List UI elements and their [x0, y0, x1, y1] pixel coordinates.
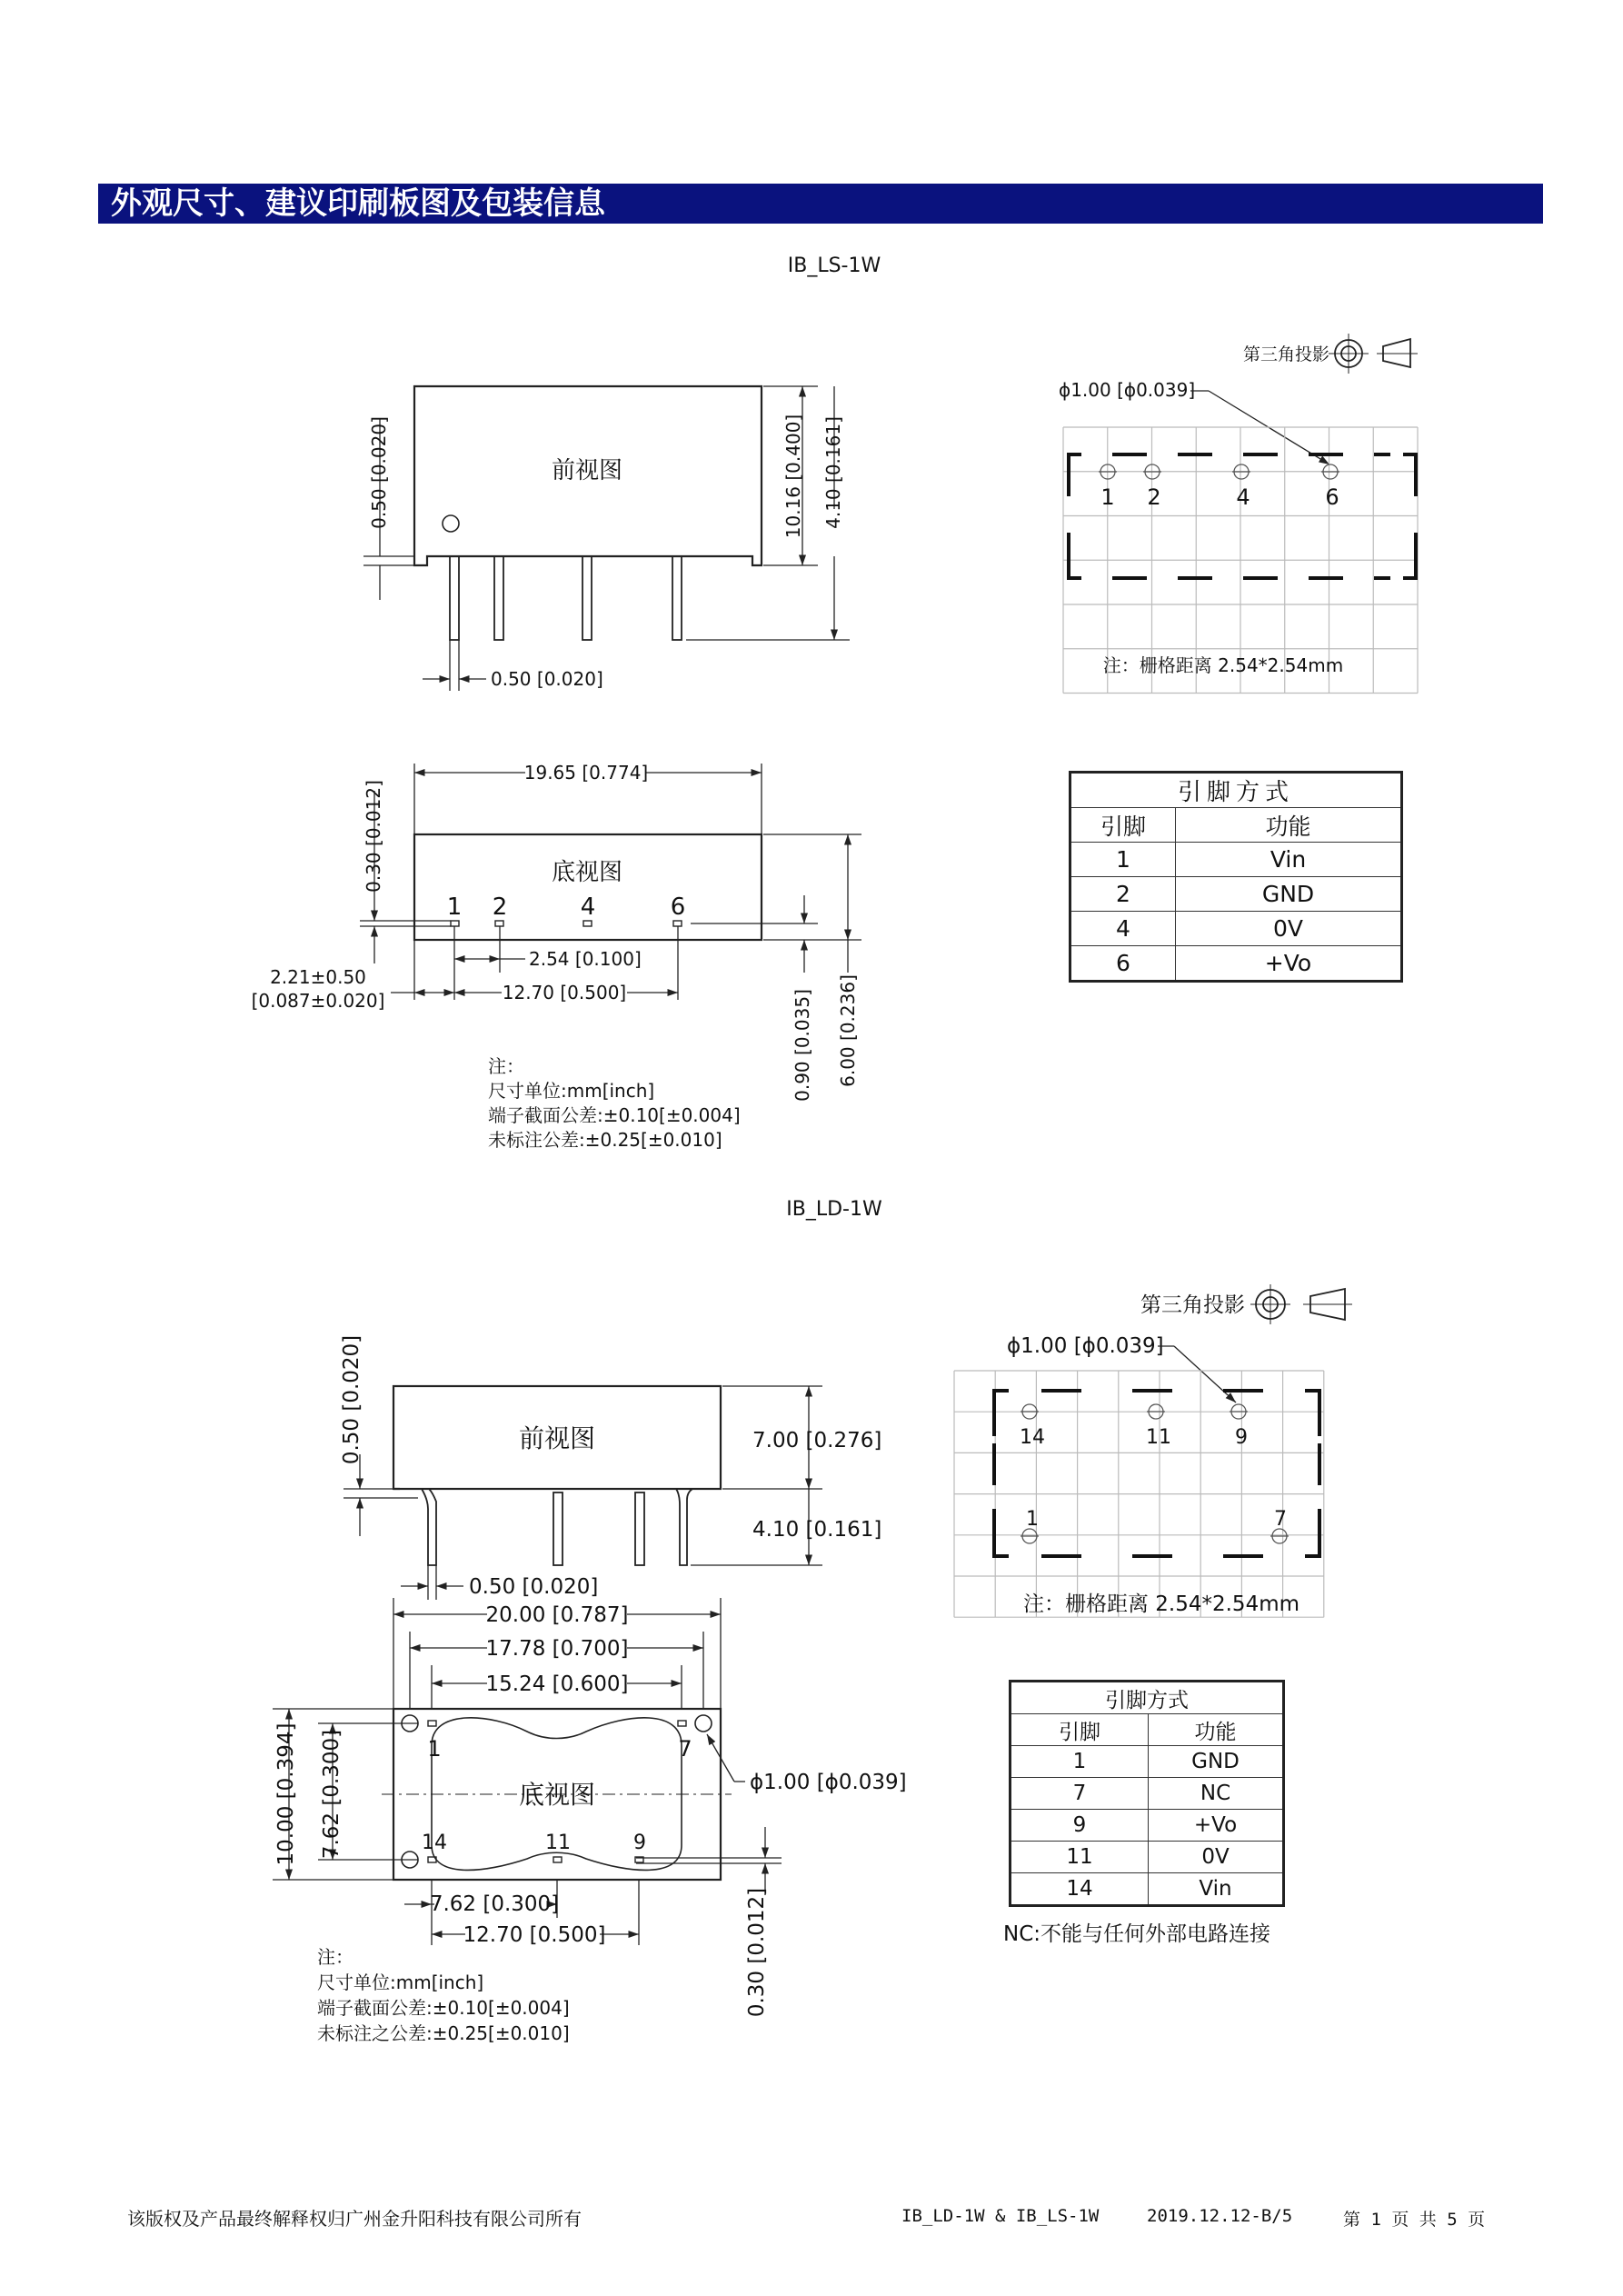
table-row [1070, 877, 1402, 912]
ld-dim-height: 7.00 [0.276] [752, 1429, 882, 1452]
table-cell: 0V [1176, 912, 1402, 946]
footer-page: 第 1 页 共 5 页 [1343, 2210, 1486, 2230]
ls-pin-table [1069, 771, 1403, 983]
ls-pcb-pin-1: 1 [1100, 484, 1115, 510]
ls-grid-note: 注：栅格距离 2.54*2.54mm [1102, 654, 1344, 676]
ld-dim-pin-length: 4.10 [0.161] [752, 1518, 882, 1542]
ld-front-view [393, 1386, 721, 1565]
ls-dim-pin-thickness: 0.30 [0.012] [363, 780, 384, 893]
ls-bottom-pin-2: 2 [492, 893, 508, 921]
ls-dim-length: 19.65 [0.774] [523, 762, 649, 784]
table-cell: 1 [1070, 843, 1176, 877]
ld-dim-row-pitch: 7.62 [0.300] [320, 1729, 344, 1860]
table-cell: 2 [1070, 877, 1176, 912]
ld-dim-pin-thickness: 0.30 [0.012] [745, 1887, 769, 2018]
table-cell: 14 [1011, 1873, 1149, 1906]
table-cell: 7 [1011, 1778, 1149, 1810]
ld-front-dims [344, 1386, 822, 1600]
ls-front-dims [363, 386, 850, 691]
ls-note-3: 未标注公差:±0.25[±0.010] [488, 1129, 722, 1151]
ld-dim-width: 10.00 [0.394] [274, 1722, 298, 1866]
ls-pcb-grid [1063, 427, 1418, 694]
table-cell: 0V [1149, 1842, 1284, 1873]
ls-dim-span: 12.70 [0.500] [502, 982, 627, 1003]
ls-bottom-view-label: 底视图 [551, 859, 623, 886]
ld-note-1: 尺寸单位:mm[inch] [317, 1972, 484, 1993]
ls-dim-edge-1: 2.21±0.50 [270, 966, 366, 988]
ls-note-0: 注： [488, 1055, 524, 1077]
ld-pcb-pin-11: 11 [1146, 1426, 1171, 1449]
ld-front-view-label: 前视图 [518, 1423, 596, 1453]
ld-grid-note: 注：栅格距离 2.54*2.54mm [1022, 1592, 1300, 1616]
ls-note-2: 端子截面公差:±0.10[±0.004] [488, 1104, 741, 1126]
ld-title: IB_LD-1W [786, 1198, 882, 1221]
ls-table-header-function: 功能 [1176, 808, 1402, 843]
table-row [1070, 946, 1402, 982]
ld-bottom-pin-14: 14 [422, 1832, 447, 1854]
ld-bottom-pin-9: 9 [633, 1832, 646, 1854]
ls-title: IB_LS-1W [787, 255, 881, 277]
table-cell: NC [1149, 1778, 1284, 1810]
ls-dim-standoff: 0.90 [0.035] [792, 989, 813, 1102]
table-row [1011, 1810, 1284, 1842]
ls-front-view [414, 386, 762, 640]
ls-note-1: 尺寸单位:mm[inch] [488, 1080, 655, 1102]
ld-dim-pitch-b: 12.70 [0.500] [463, 1923, 606, 1947]
ld-pin-table [1009, 1680, 1285, 1907]
ld-pcb-pin-7: 7 [1274, 1508, 1287, 1531]
ls-dim-pin-offset: 0.50 [0.020] [368, 416, 390, 529]
ls-dim-edge-2: [0.087±0.020] [251, 990, 385, 1012]
ls-pcb-pin-2: 2 [1147, 484, 1161, 510]
table-row [1011, 1873, 1284, 1906]
ld-bottom-pin-11: 11 [545, 1832, 571, 1854]
table-cell: 1 [1011, 1746, 1149, 1778]
table-cell: 4 [1070, 912, 1176, 946]
ls-dim-pitch: 2.54 [0.100] [529, 948, 642, 970]
ld-nc-note: NC:不能与任何外部电路连接 [1003, 1922, 1271, 1946]
ld-dim-span1: 17.78 [0.700] [485, 1637, 629, 1661]
footer-copyright: 该版权及产品最终解释权归广州金升阳科技有限公司所有 [127, 2208, 582, 2230]
ld-pcb-pin-14: 14 [1020, 1426, 1045, 1449]
ld-dim-pin-offset: 0.50 [0.020] [340, 1334, 363, 1465]
ld-projection-symbol [1250, 1284, 1352, 1324]
ld-projection-label: 第三角投影 [1140, 1293, 1245, 1317]
ls-dim-pin-width: 0.50 [0.020] [491, 668, 603, 690]
ls-pcb-pin-6: 6 [1325, 484, 1339, 510]
ls-dim-pin-length: 4.10 [0.161] [822, 416, 844, 529]
ld-pcb-holes [1021, 1404, 1289, 1543]
ld-dim-length: 20.00 [0.787] [485, 1603, 629, 1627]
ld-pcb-pin-9: 9 [1235, 1426, 1248, 1449]
ld-note-3: 未标注之公差:±0.25[±0.010] [317, 2022, 570, 2044]
table-cell: 11 [1011, 1842, 1149, 1873]
ld-dim-pin-width: 0.50 [0.020] [469, 1575, 599, 1599]
footer-date: 2019.12.12-B/5 [1147, 2206, 1293, 2226]
ld-bottom-pin-1: 1 [427, 1736, 442, 1762]
ls-dim-height: 10.16 [0.400] [782, 414, 804, 539]
ls-table-caption: 引脚方式 [1070, 773, 1402, 808]
table-row [1011, 1842, 1284, 1873]
ld-pcb-outline [994, 1391, 1319, 1556]
ls-hole-label: ϕ1.00 [ϕ0.039] [1059, 379, 1196, 401]
ld-table-header-pin: 引脚 [1011, 1714, 1149, 1746]
ls-bottom-pin-1: 1 [446, 893, 463, 921]
ld-note-0: 注： [317, 1946, 353, 1968]
section-title: 外观尺寸、建议印刷板图及包装信息 [111, 185, 605, 222]
ls-table-header-pin: 引脚 [1070, 808, 1176, 843]
table-row [1011, 1746, 1284, 1778]
table-cell: 9 [1011, 1810, 1149, 1842]
table-cell: 6 [1070, 946, 1176, 982]
ld-dim-span2: 15.24 [0.600] [485, 1672, 629, 1696]
ls-bottom-pin-6: 6 [670, 893, 686, 921]
table-row [1011, 1778, 1284, 1810]
ld-bottom-view-label: 底视图 [518, 1780, 596, 1810]
ls-projection-symbol [1329, 334, 1418, 374]
ld-note-2: 端子截面公差:±0.10[±0.004] [317, 1997, 570, 2019]
ls-bottom-pin-4: 4 [580, 893, 596, 921]
ls-projection-label: 第三角投影 [1242, 344, 1329, 364]
table-row [1070, 912, 1402, 946]
table-cell: +Vo [1149, 1810, 1284, 1842]
ld-dim-pitch-a: 7.62 [0.300] [429, 1892, 560, 1916]
ld-table-caption: 引脚方式 [1011, 1682, 1284, 1714]
ld-hole-label: ϕ1.00 [ϕ0.039] [1007, 1334, 1164, 1358]
footer-model: IB_LD-1W & IB_LS-1W [901, 2206, 1100, 2226]
ld-bottom-pin-7: 7 [678, 1736, 692, 1762]
ls-pcb-pin-4: 4 [1236, 484, 1250, 510]
table-cell: Vin [1149, 1873, 1284, 1906]
table-cell: GND [1149, 1746, 1284, 1778]
table-cell: GND [1176, 877, 1402, 912]
table-cell: Vin [1176, 843, 1402, 877]
ld-table-header-function: 功能 [1149, 1714, 1284, 1746]
ld-pcb-grid [954, 1371, 1324, 1617]
ls-dim-width: 6.00 [0.236] [837, 974, 859, 1087]
table-cell: +Vo [1176, 946, 1402, 982]
ld-dim-hole: ϕ1.00 [ϕ0.039] [750, 1771, 907, 1794]
ld-pcb-pin-1: 1 [1026, 1508, 1039, 1531]
ls-front-view-label: 前视图 [551, 457, 623, 484]
table-row [1070, 843, 1402, 877]
